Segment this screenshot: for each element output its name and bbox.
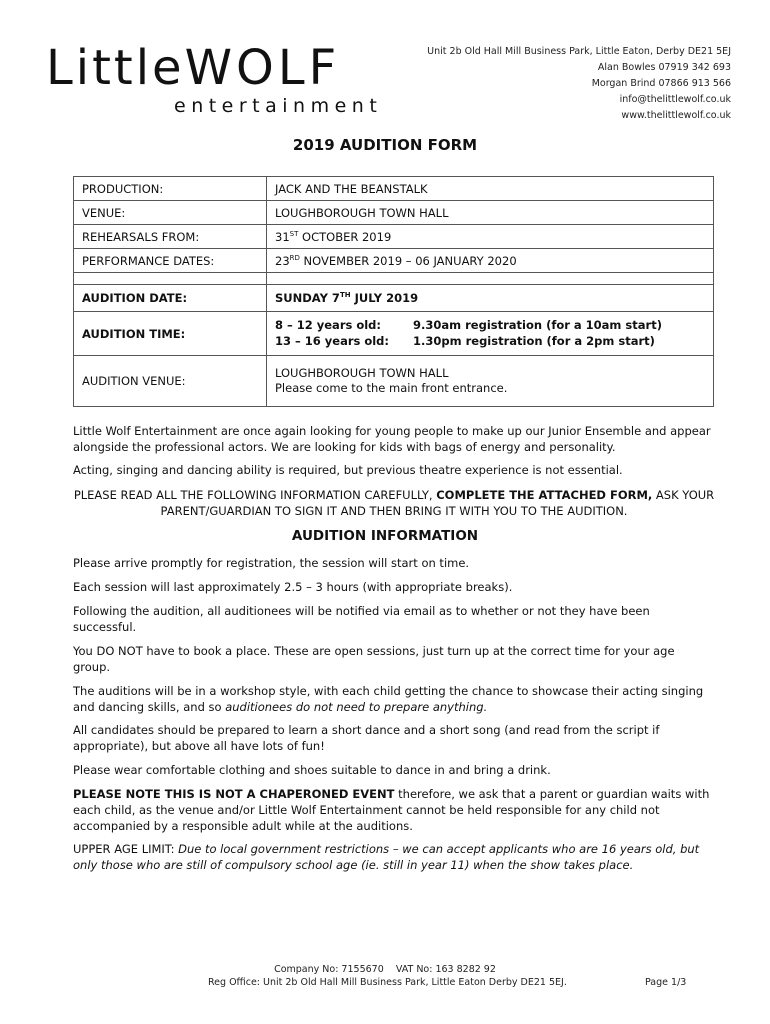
- audition-date-month: JULY 2019: [350, 291, 419, 305]
- info-text: All candidates should be prepared to learn a short dance and a short song (and read from the script if appropriate), but above all have lots of fun!: [73, 723, 660, 753]
- audition-time-label: AUDITION TIME:: [74, 312, 267, 356]
- instructions-text: [73, 487, 715, 519]
- footer-company-number: Company No: 7155670: [274, 964, 384, 975]
- info-chaperone: [73, 786, 715, 834]
- logo-wolf: WOLF: [184, 40, 341, 96]
- info-text: Please arrive promptly for registration, the session will start on time.: [73, 556, 470, 570]
- performance-label: PERFORMANCE DATES:: [74, 249, 267, 273]
- info-age-limit: [73, 841, 715, 873]
- venue-value: LOUGHBOROUGH TOWN HALL: [267, 201, 714, 225]
- age-group-senior: 13 – 16 years old:: [275, 334, 390, 348]
- contact-website[interactable]: www.thelittlewolf.co.uk: [621, 110, 731, 121]
- info-text: Each session will last approximately 2.5 – 3 hours (with appropriate breaks).: [73, 580, 513, 594]
- audition-venue-label: AUDITION VENUE:: [74, 356, 267, 407]
- footer-reg-office: Reg Office: Unit 2b Old Hall Mill Business Park, Little Eaton Derby DE21 5EJ.: [208, 977, 567, 988]
- audition-date-day: SUNDAY 7: [275, 291, 340, 305]
- audition-venue-name: LOUGHBOROUGH TOWN HALL: [275, 366, 449, 380]
- rehearsals-label: REHEARSALS FROM:: [74, 225, 267, 249]
- contact-phone-alan: Alan Bowles 07919 342 693: [597, 62, 731, 73]
- info-notification: [73, 603, 715, 635]
- rehearsals-month: OCTOBER 2019: [298, 229, 392, 244]
- info-candidates: [73, 722, 715, 754]
- info-text: [73, 683, 715, 715]
- table-row-audition-venue: [74, 356, 714, 407]
- table-row-production: [74, 177, 714, 201]
- contact-details: [427, 44, 731, 124]
- info-text: [73, 841, 715, 873]
- audition-date-value: [267, 285, 714, 312]
- audition-date-suffix: TH: [339, 291, 351, 299]
- spacer-cell: [267, 273, 714, 285]
- spacer-cell: [74, 273, 267, 285]
- session-senior: 1.30pm registration (for a 2pm start): [413, 334, 655, 348]
- info-workshop: [73, 683, 715, 715]
- rehearsals-suffix: ST: [289, 229, 299, 238]
- info-text: Please wear comfortable clothing and shoes suitable to dance in and bring a drink.: [73, 763, 551, 777]
- workshop-text: The auditions will be in a workshop style, with each child getting the chance to showcase their acting singing and dancing skills, and so: [73, 684, 704, 714]
- venue-label: VENUE:: [74, 201, 267, 225]
- requirements-text: Acting, singing and dancing ability is required, but previous theatre experience is not essential.: [73, 463, 623, 477]
- table-row-rehearsals: [74, 225, 714, 249]
- audition-venue-value: [267, 356, 714, 407]
- performance-suffix: RD: [289, 253, 300, 262]
- table-row-spacer: [74, 273, 714, 285]
- contact-phone-morgan: Morgan Brind 07866 913 566: [591, 78, 731, 89]
- info-booking: [73, 643, 715, 675]
- rehearsals-value: [267, 225, 714, 249]
- info-registration: [73, 555, 715, 571]
- audition-venue-note: Please come to the main front entrance.: [275, 381, 508, 395]
- instructions-bold: COMPLETE THE ATTACHED FORM,: [436, 488, 653, 502]
- intro-paragraph: [73, 423, 715, 455]
- age-limit-italic: Due to local government restrictions – we can accept applicants who are 16 years old, but only those who are still of compulsory school age (ie. still in year 11) when the show takes place.: [73, 842, 700, 872]
- chaperone-text: therefore, we ask that a parent or guardian waits with each child, as the venue and/or Little Wolf Entertainment cannot be held responsible for any child not accompanied by a responsible adult while at the auditions.: [73, 787, 710, 833]
- contact-email[interactable]: info@thelittlewolf.co.uk: [619, 94, 731, 105]
- performance-day: 23: [275, 253, 290, 268]
- audition-time-value: [267, 312, 714, 356]
- table-row-venue: [74, 201, 714, 225]
- info-text: Following the audition, all auditionees will be notified via email as to whether or not they have been successful.: [73, 604, 650, 634]
- table-row-audition-date: [74, 285, 714, 312]
- logo-wordmark: [46, 40, 340, 96]
- production-label: PRODUCTION:: [74, 177, 267, 201]
- workshop-italic: auditionees do not need to prepare anything.: [225, 700, 488, 714]
- age-limit-label: UPPER AGE LIMIT:: [73, 842, 179, 856]
- info-text: [73, 786, 715, 834]
- info-duration: [73, 579, 715, 595]
- instructions-paragraph: [73, 487, 715, 519]
- rehearsals-day: 31: [275, 229, 290, 244]
- instructions-pre: PLEASE READ ALL THE FOLLOWING INFORMATION CAREFULLY,: [73, 488, 437, 502]
- logo-little: Little: [46, 40, 185, 96]
- info-text: You DO NOT have to book a place. These are open sessions, just turn up at the correct time for your age group.: [73, 644, 675, 674]
- production-value: JACK AND THE BEANSTALK: [267, 177, 714, 201]
- form-title: 2019 AUDITION FORM: [292, 136, 478, 154]
- audition-date-label: AUDITION DATE:: [74, 285, 267, 312]
- table-row-audition-time: [74, 312, 714, 356]
- table-row-performance: [74, 249, 714, 273]
- footer-vat-number: VAT No: 163 8282 92: [395, 964, 496, 975]
- contact-address: Unit 2b Old Hall Mill Business Park, Little Eaton, Derby DE21 5EJ: [427, 46, 731, 57]
- footer-company-line: [0, 964, 770, 975]
- performance-range: NOVEMBER 2019 – 06 JANUARY 2020: [299, 253, 517, 268]
- info-clothing: [73, 762, 715, 778]
- intro-text: Little Wolf Entertainment are once again looking for young people to make up our Junior Ensemble and appear alongside the professional actors. We are looking for kids with bags of energy and personality.: [73, 424, 711, 454]
- audition-time-grid: [275, 318, 705, 349]
- footer-page-number: Page 1/3: [645, 977, 687, 988]
- session-junior: 9.30am registration (for a 10am start): [413, 318, 662, 332]
- company-logo: [46, 40, 383, 120]
- instructions-post: ASK YOUR PARENT/GUARDIAN TO SIGN IT AND THEN BRING IT WITH YOU TO THE AUDITION.: [160, 488, 715, 518]
- section-title: AUDITION INFORMATION: [291, 528, 479, 544]
- logo-subtitle: entertainment: [174, 95, 383, 117]
- production-info-table: [73, 176, 714, 407]
- requirements-paragraph: [73, 462, 715, 478]
- chaperone-bold: PLEASE NOTE THIS IS NOT A CHAPERONED EVENT: [73, 787, 395, 801]
- performance-value: [267, 249, 714, 273]
- age-group-junior: 8 – 12 years old:: [275, 318, 382, 332]
